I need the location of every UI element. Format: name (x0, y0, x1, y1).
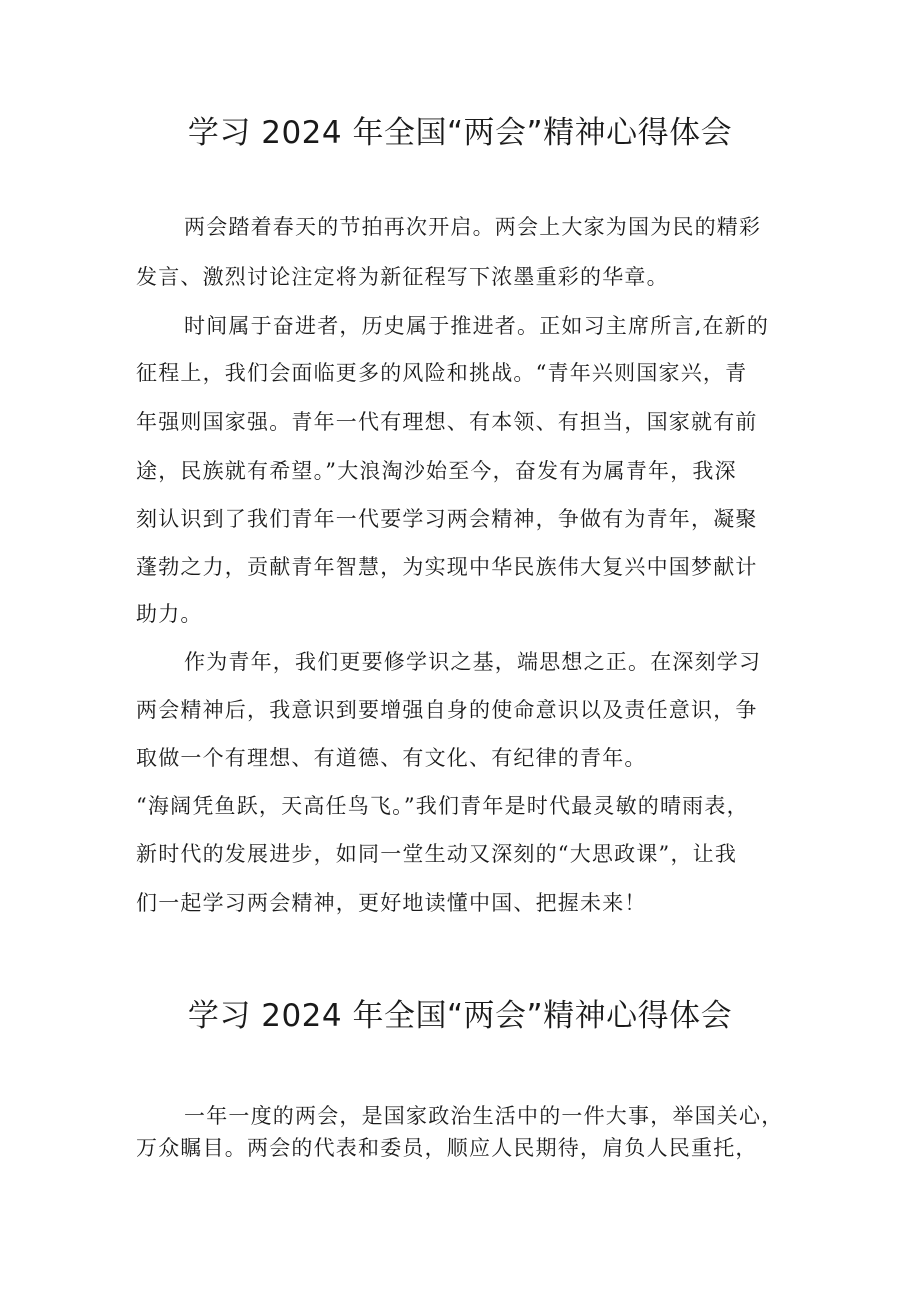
paragraph-line: “海阔凭鱼跃，天高任鸟飞。”我们青年是时代最灵敏的晴雨表， (136, 794, 749, 818)
paragraph-line: 蓬勃之力，贡献青年智慧，为实现中华民族伟大复兴中国梦献计 (136, 555, 758, 579)
paragraph-line: 一年一度的两会，是国家政治生活中的一件大事，举国关心， (184, 1104, 784, 1128)
paragraph-line: 万众瞩目。两会的代表和委员，顺应人民期待，肩负人民重托， (136, 1136, 758, 1160)
paragraph-line: 发言、激烈讨论注定将为新征程写下浓墨重彩的华章。 (136, 265, 669, 289)
paragraph-line: 取做一个有理想、有道德、有文化、有纪律的青年。 (136, 746, 647, 770)
paragraph-line: 年强则国家强。青年一代有理想、有本领、有担当，国家就有前 (136, 410, 758, 434)
paragraph-line: 们一起学习两会精神，更好地读懂中国、把握未来！ (136, 891, 647, 915)
article-title: 学习 2024 年全国“两会”精神心得体会 (187, 998, 733, 1034)
article-title: 学习 2024 年全国“两会”精神心得体会 (187, 115, 733, 151)
paragraph-line: 两会精神后，我意识到要增强自身的使命意识以及责任意识，争 (136, 698, 758, 722)
paragraph-line: 刻认识到了我们青年一代要学习两会精神，争做有为青年，凝聚 (136, 507, 758, 531)
paragraph-line: 两会踏着春天的节拍再次开启。两会上大家为国为民的精彩 (184, 215, 762, 239)
paragraph-line: 途，民族就有希望。”大浪淘沙始至今，奋发有为属青年，我深 (136, 459, 737, 483)
paragraph-line: 征程上，我们会面临更多的风险和挑战。“青年兴则国家兴，青 (136, 361, 748, 385)
paragraph-line: 时间属于奋进者，历史属于推进者。正如习主席所言,在新的 (184, 314, 770, 338)
paragraph-line: 助力。 (136, 602, 203, 626)
paragraph-line: 新时代的发展进步，如同一堂生动又深刻的“大思政课”，让我 (136, 842, 738, 866)
paragraph-line: 作为青年，我们更要修学识之基，端思想之正。在深刻学习 (184, 650, 762, 674)
